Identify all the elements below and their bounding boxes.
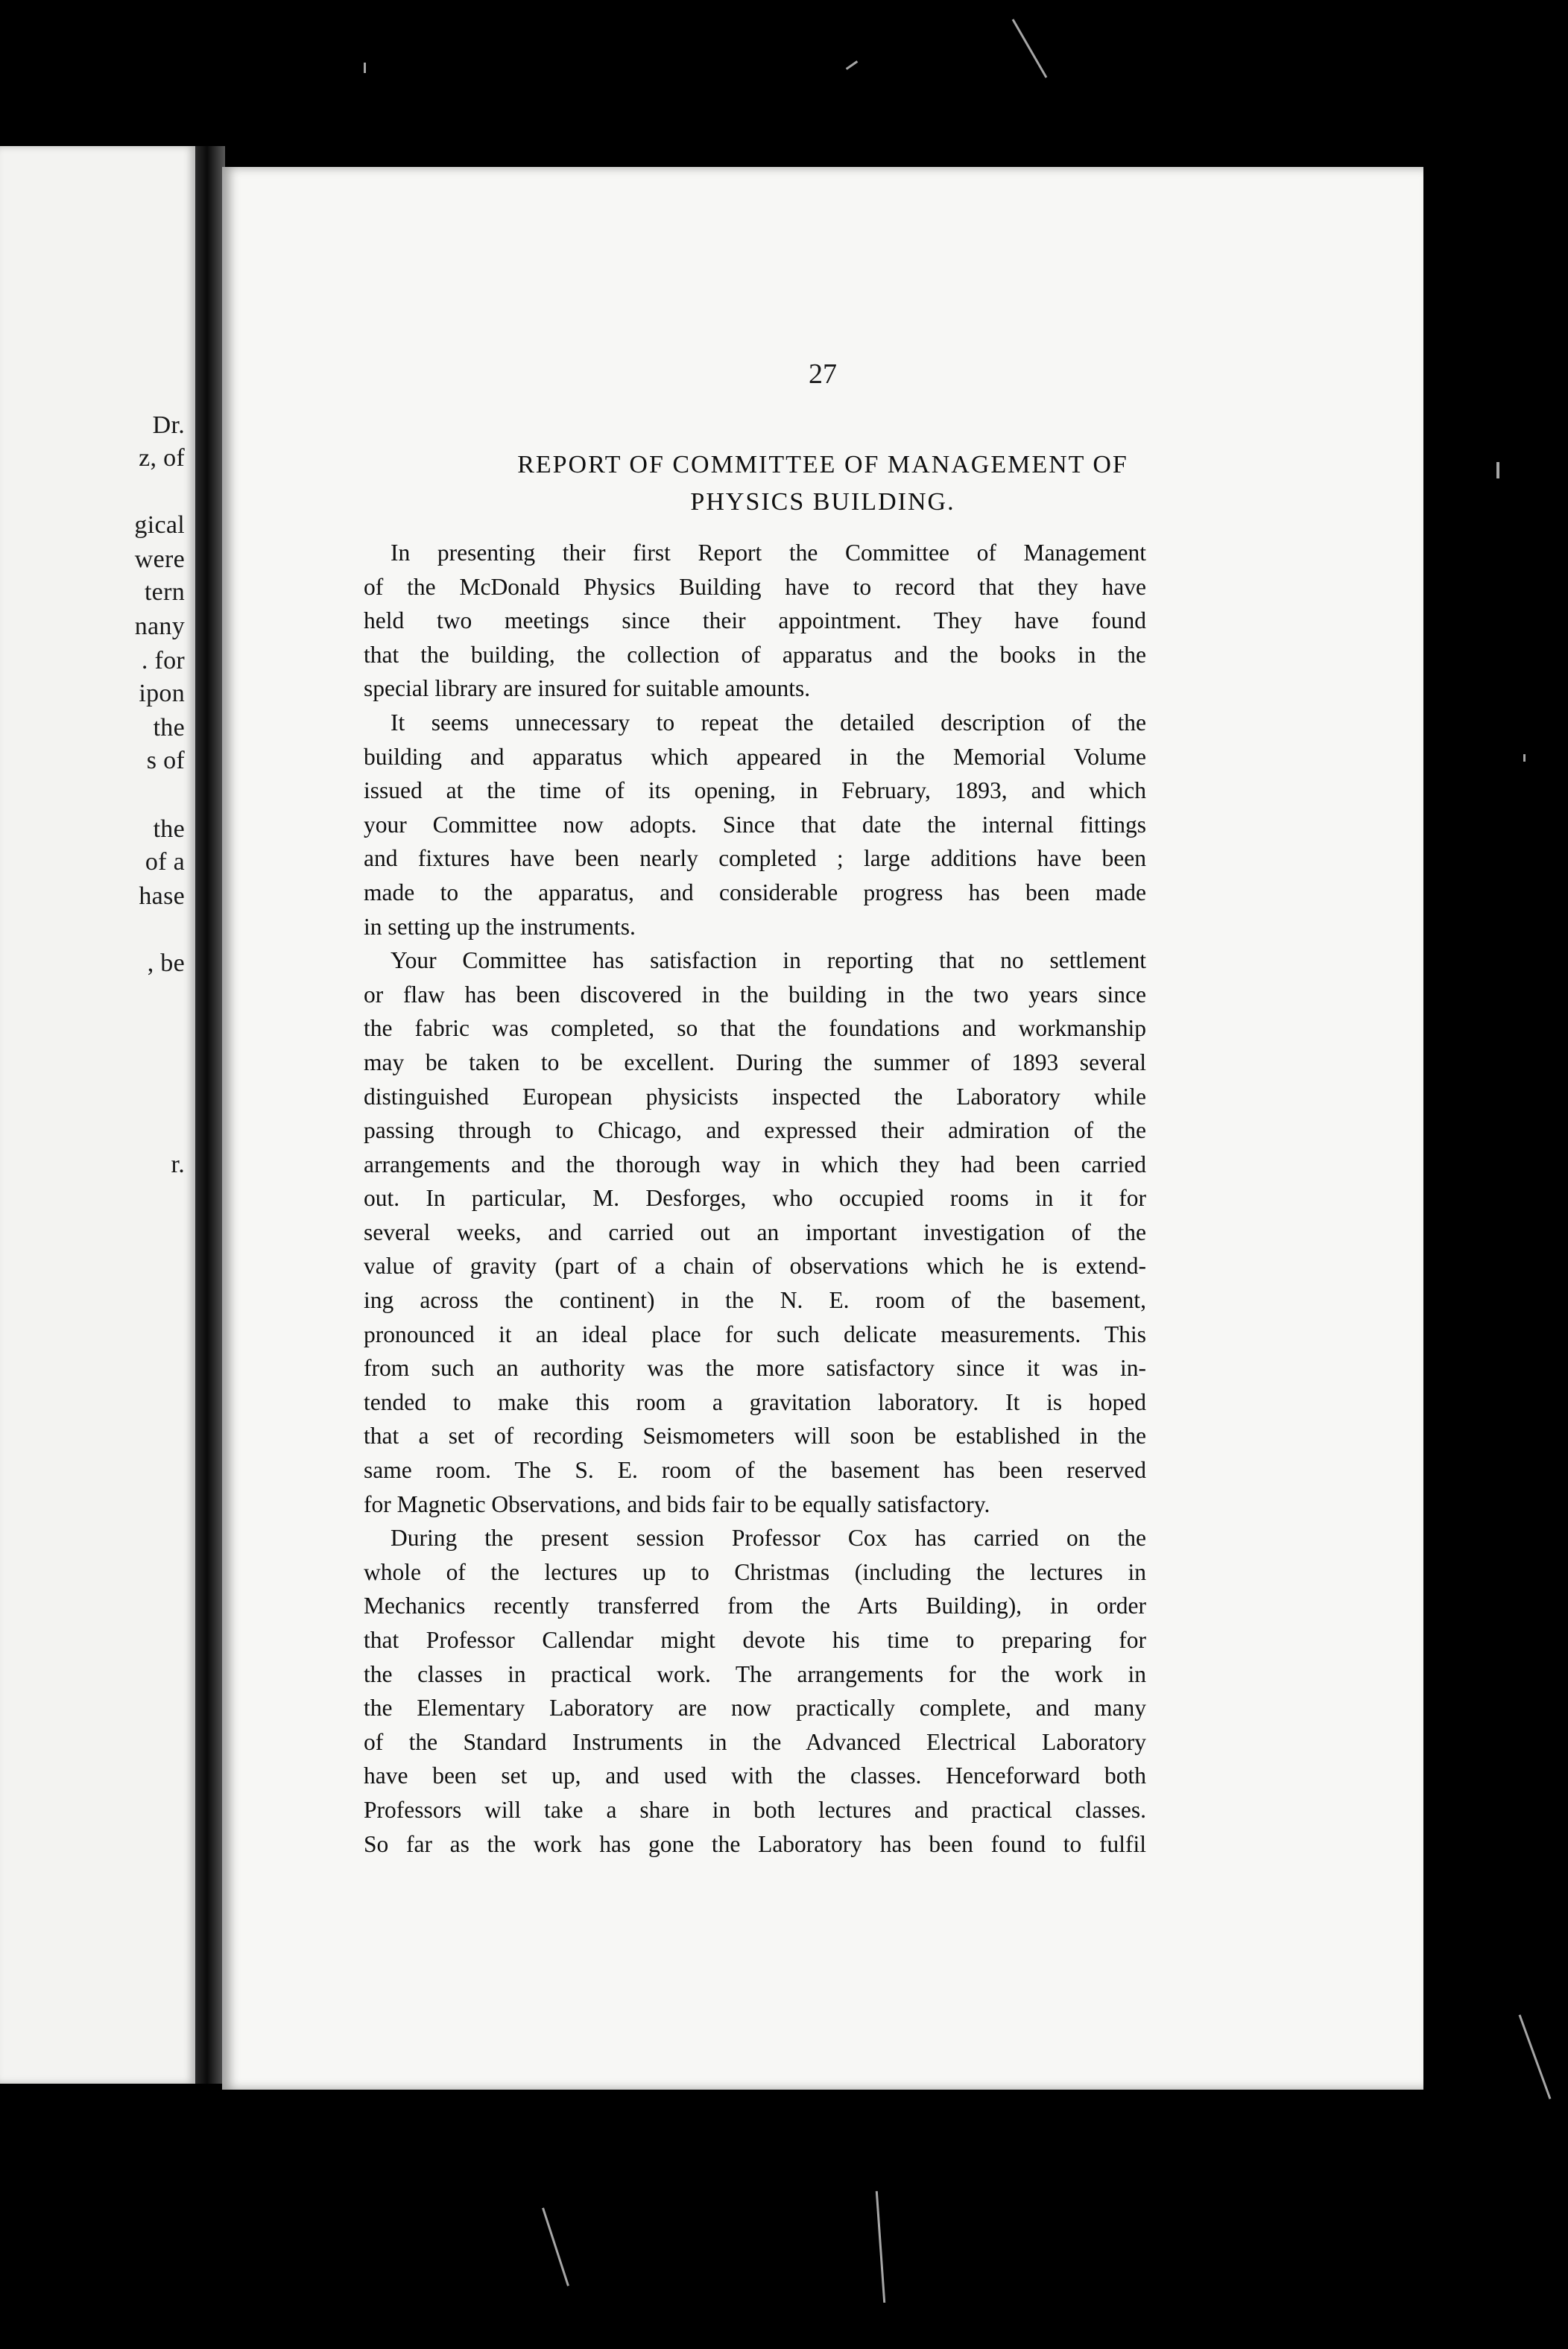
left-fragment-text: were — [134, 546, 185, 573]
text-line: the classes in practical work. The arrangements for the work in — [364, 1660, 1146, 1687]
text-line: Professors will take a share in both lectures and practical classes. — [364, 1796, 1146, 1823]
book-gutter — [195, 146, 225, 2084]
left-fragment-text: Dr. — [152, 411, 185, 439]
left-page-fragment — [0, 146, 195, 2084]
text-line: value of gravity (part of a chain of observations which he is extend- — [364, 1253, 1146, 1280]
document-page — [222, 167, 1423, 2090]
text-line: pronounced it an ideal place for such delicate measurements. This — [364, 1321, 1146, 1347]
text-line: whole of the lectures up to Christmas (including the lectures in — [364, 1558, 1146, 1585]
text-line: passing through to Chicago, and expressed their admiration of the — [364, 1117, 1146, 1144]
text-line: same room. The S. E. room of the basement has been reserved — [364, 1457, 1146, 1484]
text-line: the fabric was completed, so that the foundations and workmanship — [364, 1015, 1146, 1042]
text-line: several weeks, and carried out an important investigation of the — [364, 1218, 1146, 1245]
left-fragment-text: gical — [134, 511, 185, 539]
left-fragment-text: r. — [171, 1151, 185, 1178]
text-line: tended to make this room a gravitation laboratory. It is hoped — [364, 1388, 1146, 1415]
text-line: of the McDonald Physics Building have to record that they have — [364, 573, 1146, 600]
left-fragment-text: nany — [134, 613, 185, 640]
scan-speck — [1012, 19, 1048, 78]
text-line: out. In particular, M. Desforges, who occupied rooms in it for — [364, 1185, 1146, 1212]
scan-speck — [1519, 2014, 1552, 2099]
text-line: that Professor Callendar might devote his time to preparing for — [364, 1627, 1146, 1653]
scan-speck — [846, 60, 858, 70]
report-heading — [222, 446, 1423, 521]
left-fragment-text: of a — [145, 848, 185, 876]
left-fragment-text: . for — [141, 647, 185, 674]
text-line: distinguished European physicists inspected the Laboratory while — [364, 1083, 1146, 1110]
text-line: that the building, the collection of apparatus and the books in the — [364, 641, 1146, 668]
text-line: building and apparatus which appeared in the Memorial Volume — [364, 743, 1146, 770]
left-fragment-text: , be — [147, 949, 185, 977]
left-fragment-text: z, of — [139, 444, 185, 472]
text-line: So far as the work has gone the Laboratory has been found to fulfil — [364, 1830, 1146, 1857]
text-line: In presenting their first Report the Committee of Management — [391, 540, 1146, 566]
text-line: from such an authority was the more satisfactory since it was in- — [364, 1355, 1146, 1382]
text-line: of the Standard Instruments in the Advanced Electrical Laboratory — [364, 1728, 1146, 1755]
text-line: the Elementary Laboratory are now practically complete, and many — [364, 1695, 1146, 1722]
left-fragment-text: tern — [144, 578, 185, 606]
text-line: ing across the continent) in the N. E. room of the basement, — [364, 1287, 1146, 1314]
paragraph — [364, 706, 1146, 943]
text-line: your Committee now adopts. Since that date the internal fittings — [364, 811, 1146, 838]
scan-speck — [1523, 754, 1526, 762]
heading-line: REPORT OF COMMITTEE OF MANAGEMENT OF — [517, 451, 1128, 478]
left-fragment-text: the — [153, 714, 185, 742]
heading-line: PHYSICS BUILDING. — [690, 488, 955, 516]
text-line: may be taken to be excellent. During the summer of 1893 several — [364, 1049, 1146, 1075]
text-line: for Magnetic Observations, and bids fair to be equally satisfactory. — [364, 1490, 990, 1517]
left-fragment-text: ipon — [139, 680, 185, 707]
scan-speck — [542, 2207, 569, 2286]
text-line: special library are insured for suitable amounts. — [364, 675, 811, 702]
text-line: in setting up the instruments. — [364, 913, 636, 940]
text-line: that a set of recording Seismometers will soon be established in the — [364, 1423, 1146, 1449]
scan-speck — [876, 2191, 885, 2303]
text-line: Your Committee has satisfaction in reporting that no settlement — [391, 947, 1146, 974]
text-line: During the present session Professor Cox has carried on the — [391, 1525, 1146, 1552]
page-number: 27 — [809, 358, 837, 390]
text-line: Mechanics recently transferred from the Arts Building), in order — [364, 1593, 1146, 1619]
left-fragment-text: hase — [139, 882, 185, 910]
text-line: or flaw has been discovered in the building in the two years since — [364, 981, 1146, 1008]
left-fragment-text: the — [153, 815, 185, 843]
text-line: It seems unnecessary to repeat the detailed description of the — [391, 709, 1146, 736]
paragraph — [364, 1521, 1146, 1861]
scan-speck — [364, 63, 366, 73]
text-line: have been set up, and used with the classes. Henceforward both — [364, 1762, 1146, 1789]
text-line: and fixtures have been nearly completed ; large additions have been — [364, 845, 1146, 872]
text-line: issued at the time of its opening, in February, 1893, and which — [364, 777, 1146, 804]
text-line: held two meetings since their appointment. They have found — [364, 607, 1146, 634]
scan-speck — [1496, 462, 1499, 478]
paragraph — [364, 536, 1146, 706]
text-line: arrangements and the thorough way in which they had been carried — [364, 1151, 1146, 1177]
left-fragment-text: s of — [146, 747, 185, 774]
paragraph — [364, 943, 1146, 1521]
report-body — [364, 536, 1146, 1861]
text-line: made to the apparatus, and considerable progress has been made — [364, 879, 1146, 905]
